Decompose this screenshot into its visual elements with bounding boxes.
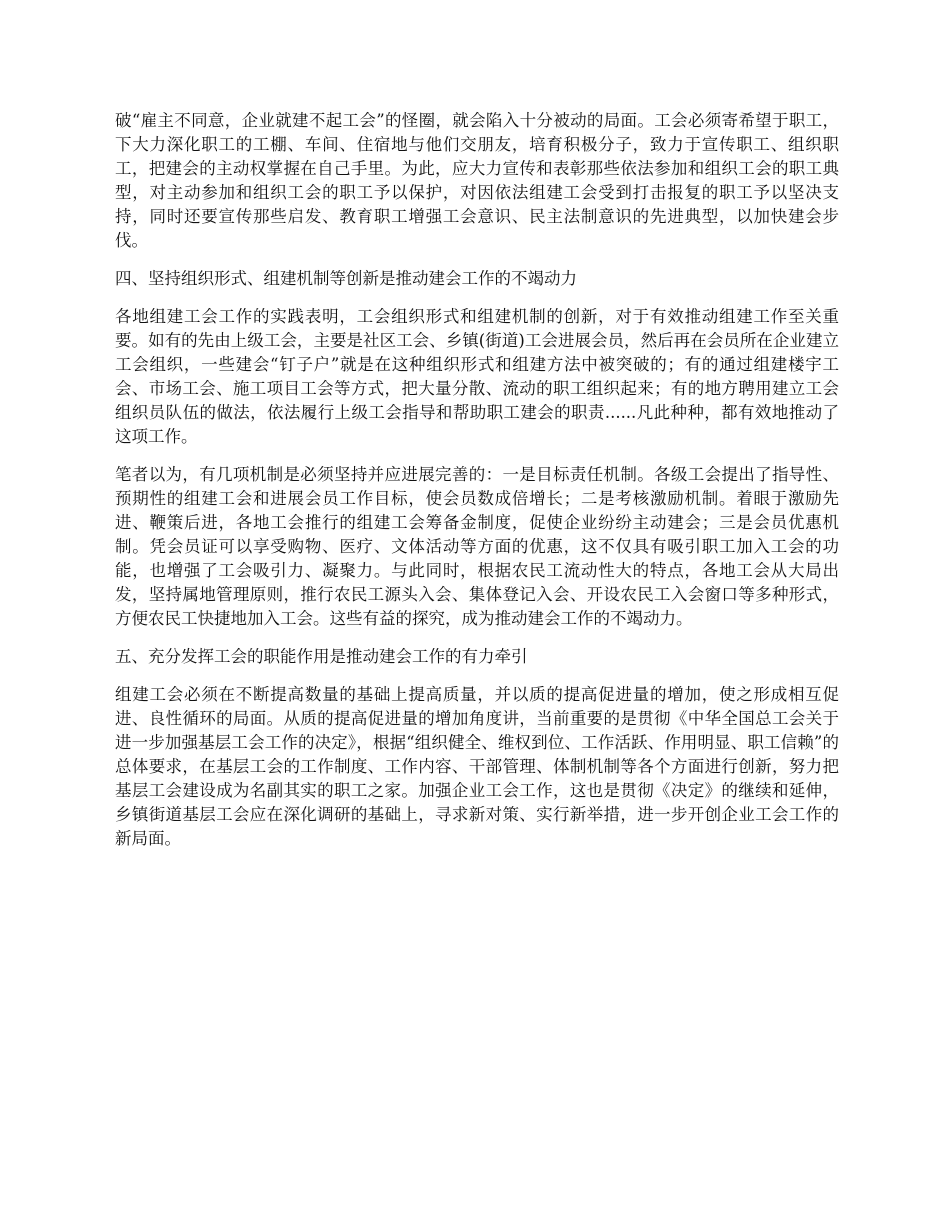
paragraph-union-functions: 组建工会必须在不断提高数量的基础上提高质量，并以质的提高促进量的增加，使之形成相互促进、良性循环的局面。从质的提高促进量的增加角度讲，当前重要的是贯彻《中华全国总工会关于进一步加强基层工会工作的决定》，根据“组织健全、维权到位、工作活跃、作用明显、职工信赖”的总体要求，在基层工会的工作制度、工作内容、干部管理、体制机制等各个方面进行创新，努力把基层工会建设成为名副其实的职工之家。加强企业工会工作，这也是贯彻《决定》的继续和延伸，乡镇街道基层工会应在深化调研的基础上，寻求新对策、实行新举措，进一步开创企业工会工作的新局面。 [115,685,839,848]
paragraph-mechanisms: 笔者以为，有几项机制是必须坚持并应进展完善的：一是目标责任机制。各级工会提出了指导性、预期性的组建工会和进展会员工作目标，使会员数成倍增长；二是考核激励机制。着眼于激励先进、鞭策后进，各地工会推行的组建工会筹备金制度，促使企业纷纷主动建会；三是会员优惠机制。凭会员证可以享受购物、医疗、文体活动等方面的优惠，这不仅具有吸引职工加入工会的功能，也增强了工会吸引力、凝聚力。与此同时，根据农民工流动性大的特点，各地工会从大局出发，坚持属地管理原则，推行农民工源头入会、集体登记入会、开设农民工入会窗口等多种形式，方便农民工快捷地加入工会。这些有益的探究，成为推动建会工作的不竭动力。 [115,465,839,628]
paragraph-innovation-practice: 各地组建工会工作的实践表明，工会组织形式和组建机制的创新，对于有效推动组建工作至关重要。如有的先由上级工会，主要是社区工会、乡镇(街道)工会进展会员，然后再在会员所在企业建立工会组织，一些建会“钉子户”就是在这种组织形式和组建方法中被突破的；有的通过组建楼宇工会、市场工会、施工项目工会等方式，把大量分散、流动的职工组织起来；有的地方聘用建立工会组织员队伍的做法，依法履行上级工会指导和帮助职工建会的职责......凡此种种，都有效地推动了这项工作。 [115,307,839,446]
section-heading-4: 四、坚持组织形式、组建机制等创新是推动建会工作的不竭动力 [115,269,577,288]
paragraph-intro: 破“雇主不同意，企业就建不起工会”的怪圈，就会陷入十分被动的局面。工会必须寄希望于职工，下大力深化职工的工棚、车间、住宿地与他们交朋友，培育积极分子，致力于宣传职工、组织职工，把建会的主动权掌握在自己手里。为此，应大力宣传和表彰那些依法参加和组织工会的职工典型，对主动参加和组织工会的职工予以保护，对因依法组建工会受到打击报复的职工予以坚决支持，同时还要宣传那些启发、教育职工增强工会意识、民主法制意识的先进典型，以加快建会步伐。 [115,111,839,250]
document-body [115,109,839,865]
section-heading-5: 五、充分发挥工会的职能作用是推动建会工作的有力牵引 [115,647,528,666]
